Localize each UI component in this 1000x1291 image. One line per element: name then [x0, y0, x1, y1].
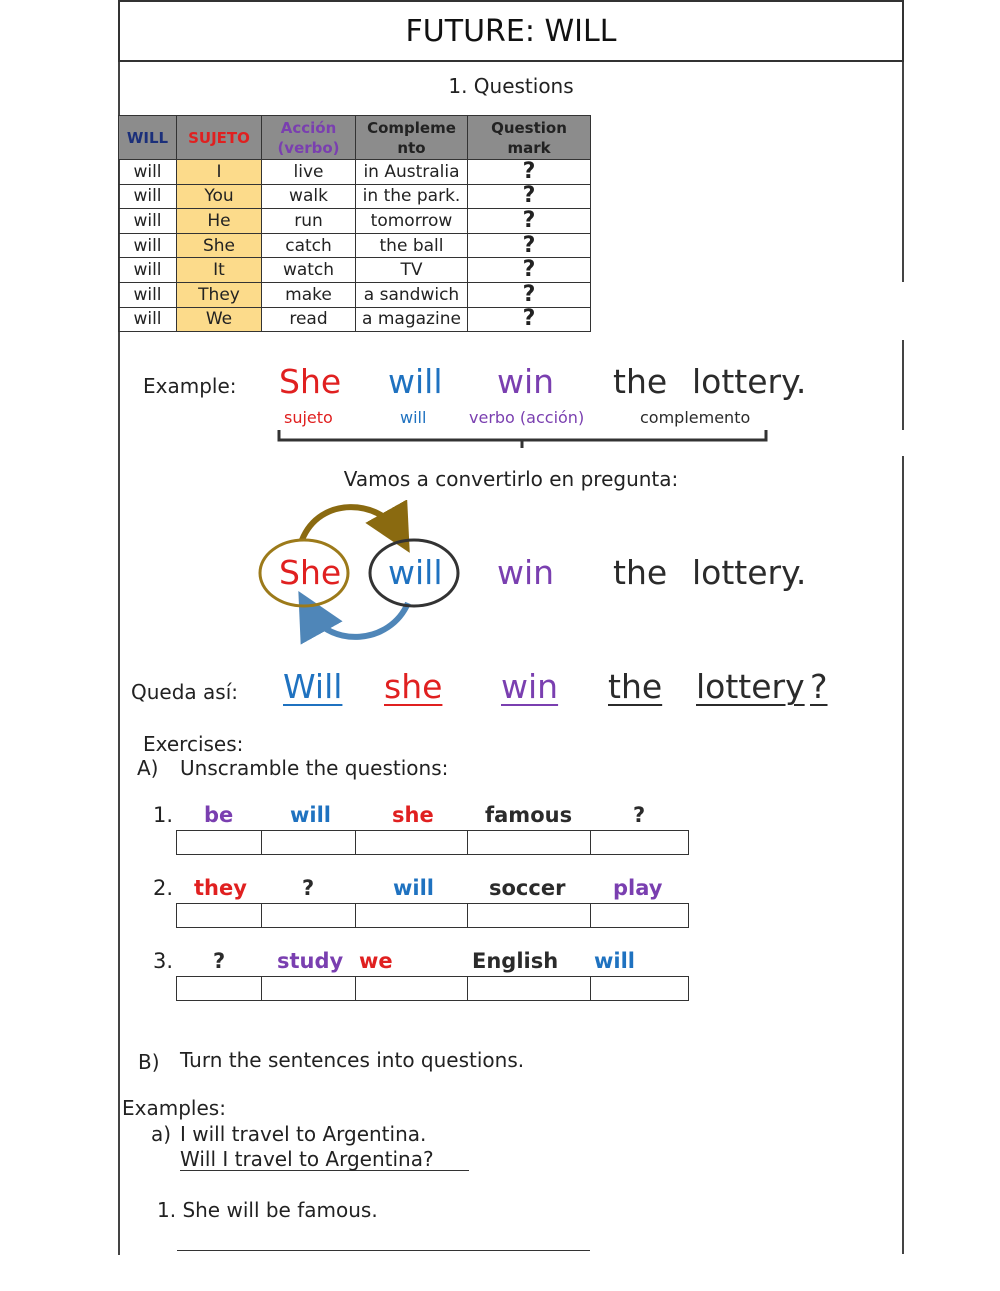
swap-word-win: win: [497, 553, 555, 592]
cell-question-mark: ?: [468, 233, 591, 258]
item-2-number: 2.: [153, 876, 174, 900]
item-2-word: they: [194, 876, 247, 900]
cell-will: will: [119, 282, 177, 307]
arrow-bottom: [310, 603, 408, 637]
result-word-win: win: [501, 667, 559, 706]
page-title: FUTURE: WILL: [118, 0, 904, 62]
table-row: [119, 233, 591, 258]
exercise-a-instruction: Unscramble the questions:: [180, 756, 449, 780]
table-row: [119, 258, 591, 283]
question-1-answer-line[interactable]: [177, 1250, 590, 1251]
cell-verb: walk: [262, 184, 356, 209]
swap-word-the: the: [613, 553, 668, 592]
item-2-word: ?: [302, 876, 315, 900]
item-3-word: study: [277, 949, 344, 973]
cell-verb: make: [262, 282, 356, 307]
answer-cell[interactable]: [591, 904, 689, 928]
answer-cell[interactable]: [468, 831, 591, 855]
cell-verb: catch: [262, 233, 356, 258]
example-a-sentence: I will travel to Argentina.: [180, 1122, 427, 1146]
arrow-top: [302, 507, 398, 540]
cell-complement: the ball: [356, 233, 468, 258]
answer-cell[interactable]: [356, 977, 468, 1001]
cell-subject: I: [177, 160, 262, 185]
cell-verb: run: [262, 209, 356, 234]
page-border-right-mid: [902, 340, 904, 430]
result-word-the: the: [608, 667, 663, 706]
convert-text: Vamos a convertirlo en pregunta:: [343, 467, 679, 491]
item-1-answer-row: [176, 830, 689, 855]
cell-will: will: [119, 209, 177, 234]
item-3-word: we: [359, 949, 393, 973]
cell-complement: a magazine: [356, 307, 468, 332]
answer-cell[interactable]: [468, 977, 591, 1001]
table-row: [119, 209, 591, 234]
item-1-number: 1.: [153, 803, 174, 827]
section-heading-questions: 1. Questions: [448, 74, 574, 98]
cell-question-mark: ?: [468, 160, 591, 185]
table-row: [119, 307, 591, 332]
table-row: [119, 184, 591, 209]
example-word-verb: win: [497, 362, 555, 401]
cell-subject: We: [177, 307, 262, 332]
cell-verb: live: [262, 160, 356, 185]
item-2-word: soccer: [489, 876, 566, 900]
item-1-word: be: [204, 803, 234, 827]
answer-cell[interactable]: [262, 904, 356, 928]
header-sujeto: SUJETO: [177, 116, 262, 160]
header-accion: Acción (verbo): [262, 116, 356, 160]
result-question-mark: ?: [810, 667, 828, 706]
cell-subject: He: [177, 209, 262, 234]
example-bracket: [275, 428, 770, 450]
result-label: Queda así:: [131, 680, 239, 704]
answer-cell[interactable]: [591, 977, 689, 1001]
cell-subject: She: [177, 233, 262, 258]
label-will: will: [400, 408, 427, 427]
item-2-answer-row: [176, 903, 689, 928]
cell-subject: It: [177, 258, 262, 283]
answer-cell[interactable]: [177, 904, 262, 928]
answer-cell[interactable]: [356, 831, 468, 855]
header-will: WILL: [119, 116, 177, 160]
cell-subject: They: [177, 282, 262, 307]
item-3-word: will: [594, 949, 635, 973]
cell-question-mark: ?: [468, 258, 591, 283]
item-3-answer-row: [176, 976, 689, 1001]
cell-will: will: [119, 258, 177, 283]
header-question-mark: Question mark: [468, 116, 591, 160]
item-1-word: famous: [485, 803, 573, 827]
question-1-sentence: 1. She will be famous.: [157, 1198, 378, 1222]
example-label: Example:: [143, 374, 237, 398]
answer-cell[interactable]: [356, 904, 468, 928]
header-complemento: Compleme nto: [356, 116, 468, 160]
cell-question-mark: ?: [468, 282, 591, 307]
answer-cell[interactable]: [262, 977, 356, 1001]
cell-complement: TV: [356, 258, 468, 283]
item-2-word: will: [393, 876, 434, 900]
item-3-word: English: [472, 949, 559, 973]
table-row: [119, 282, 591, 307]
answer-cell[interactable]: [468, 904, 591, 928]
cell-will: will: [119, 307, 177, 332]
item-2-word: play: [613, 876, 663, 900]
table-row: [119, 160, 591, 185]
exercise-b-instruction: Turn the sentences into questions.: [180, 1048, 525, 1072]
example-word-the: the: [613, 362, 668, 401]
cell-question-mark: ?: [468, 184, 591, 209]
item-1-word: will: [290, 803, 331, 827]
label-sujeto: sujeto: [284, 408, 333, 427]
cell-will: will: [119, 184, 177, 209]
item-1-word: she: [392, 803, 434, 827]
cell-complement: a sandwich: [356, 282, 468, 307]
result-word-she: she: [384, 667, 443, 706]
example-word-will: will: [388, 362, 443, 401]
exercise-a-letter: A): [137, 756, 159, 780]
cell-subject: You: [177, 184, 262, 209]
answer-cell[interactable]: [262, 831, 356, 855]
label-complemento: complemento: [640, 408, 751, 427]
result-word-will: Will: [283, 667, 343, 706]
answer-cell[interactable]: [177, 831, 262, 855]
cell-will: will: [119, 233, 177, 258]
cell-will: will: [119, 160, 177, 185]
example-word-lottery: lottery.: [692, 362, 807, 401]
item-3-word: ?: [213, 949, 226, 973]
example-word-subject: She: [279, 362, 342, 401]
cell-verb: read: [262, 307, 356, 332]
result-word-lottery: lottery: [696, 667, 805, 706]
example-a-answer: Will I travel to Argentina?: [180, 1148, 469, 1171]
cell-question-mark: ?: [468, 307, 591, 332]
swap-word-lottery: lottery.: [692, 553, 807, 592]
item-1-word: ?: [633, 803, 646, 827]
item-3-number: 3.: [153, 949, 174, 973]
page-border-right-bottom: [902, 456, 904, 1254]
exercise-b-letter: B): [138, 1050, 160, 1074]
questions-table: [118, 115, 591, 332]
cell-complement: in Australia: [356, 160, 468, 185]
answer-cell[interactable]: [591, 831, 689, 855]
cell-complement: in the park.: [356, 184, 468, 209]
cell-complement: tomorrow: [356, 209, 468, 234]
swap-word-she: She: [279, 553, 342, 592]
exercises-title: Exercises:: [143, 732, 244, 756]
example-a-letter: a): [151, 1122, 172, 1146]
answer-cell[interactable]: [177, 977, 262, 1001]
label-verbo: verbo (acción): [469, 408, 585, 427]
cell-question-mark: ?: [468, 209, 591, 234]
swap-word-will: will: [388, 553, 443, 592]
table-header-row: [119, 116, 591, 160]
examples-title: Examples:: [122, 1096, 226, 1120]
cell-verb: watch: [262, 258, 356, 283]
